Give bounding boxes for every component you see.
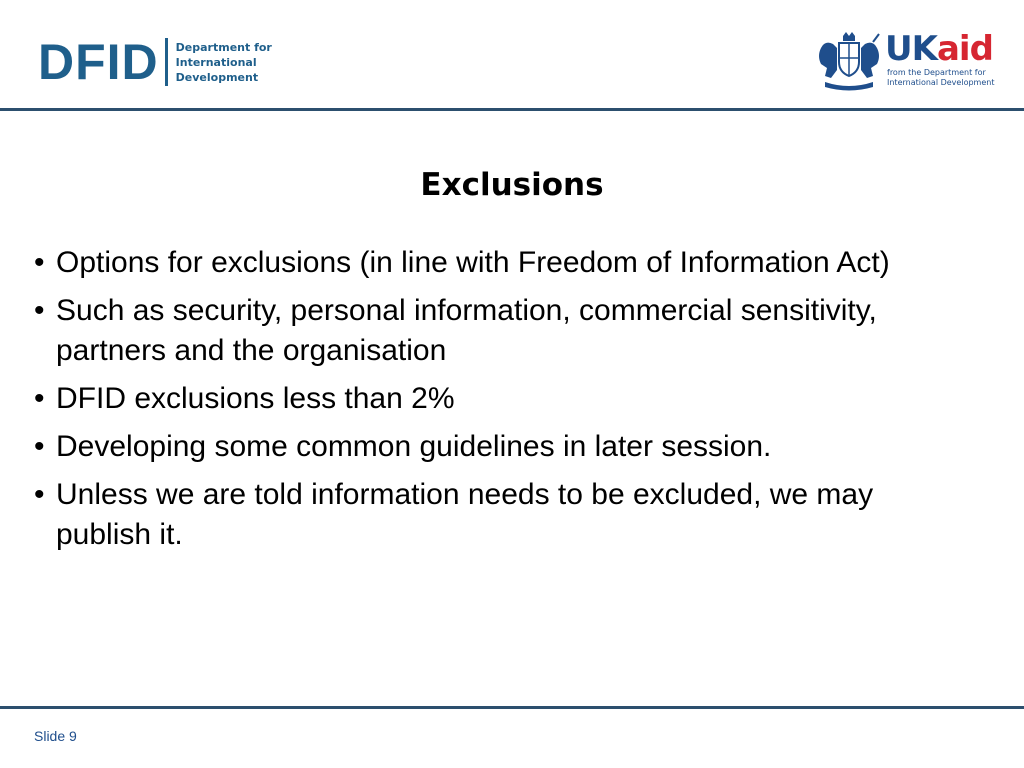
- slide-number: Slide 9: [34, 728, 77, 744]
- bullet-text: Options for exclusions (in line with Freedom of Information Act): [56, 246, 890, 279]
- list-item: [34, 291, 954, 371]
- bullet-marker: •: [34, 246, 45, 279]
- bullet-marker: •: [34, 294, 45, 327]
- list-item: [34, 243, 954, 283]
- dfid-logo-line: Development: [175, 70, 259, 84]
- bullet-list: [34, 243, 954, 563]
- royal-coat-of-arms-icon: [815, 30, 883, 92]
- ukaid-wordmark: [885, 30, 993, 68]
- bullet-text: Such as security, personal information, commercial sensitivity, partners and the organisation: [56, 294, 877, 367]
- bullet-text: Unless we are told information needs to be excluded, we may publish it.: [56, 478, 874, 551]
- ukaid-aid: aid: [936, 29, 993, 69]
- list-item: [34, 379, 954, 419]
- slide-title: Exclusions: [420, 167, 604, 203]
- list-item: [34, 475, 954, 555]
- ukaid-logo: [815, 29, 995, 92]
- slide-header: [0, 0, 1024, 110]
- header-divider: [0, 108, 1024, 111]
- footer-divider: [0, 706, 1024, 709]
- ukaid-subtitle-line: from the Department for: [887, 68, 986, 77]
- dfid-logo-line: International: [175, 55, 257, 69]
- bullet-marker: •: [34, 478, 45, 511]
- ukaid-subtitle-line: International Development: [887, 78, 995, 87]
- dfid-logo-mark: DFID: [38, 34, 159, 90]
- bullet-text: DFID exclusions less than 2%: [56, 382, 455, 415]
- bullet-text: Developing some common guidelines in later session.: [56, 430, 772, 463]
- ukaid-subtitle: [887, 68, 994, 88]
- dfid-logo: [38, 36, 272, 88]
- list-item: [34, 427, 954, 467]
- dfid-logo-divider: [165, 38, 168, 86]
- dfid-logo-line: Department for: [175, 40, 272, 54]
- ukaid-uk: UK: [885, 29, 937, 69]
- bullet-marker: •: [34, 382, 45, 415]
- bullet-marker: •: [34, 430, 45, 463]
- dfid-logo-subtitle: [176, 40, 272, 85]
